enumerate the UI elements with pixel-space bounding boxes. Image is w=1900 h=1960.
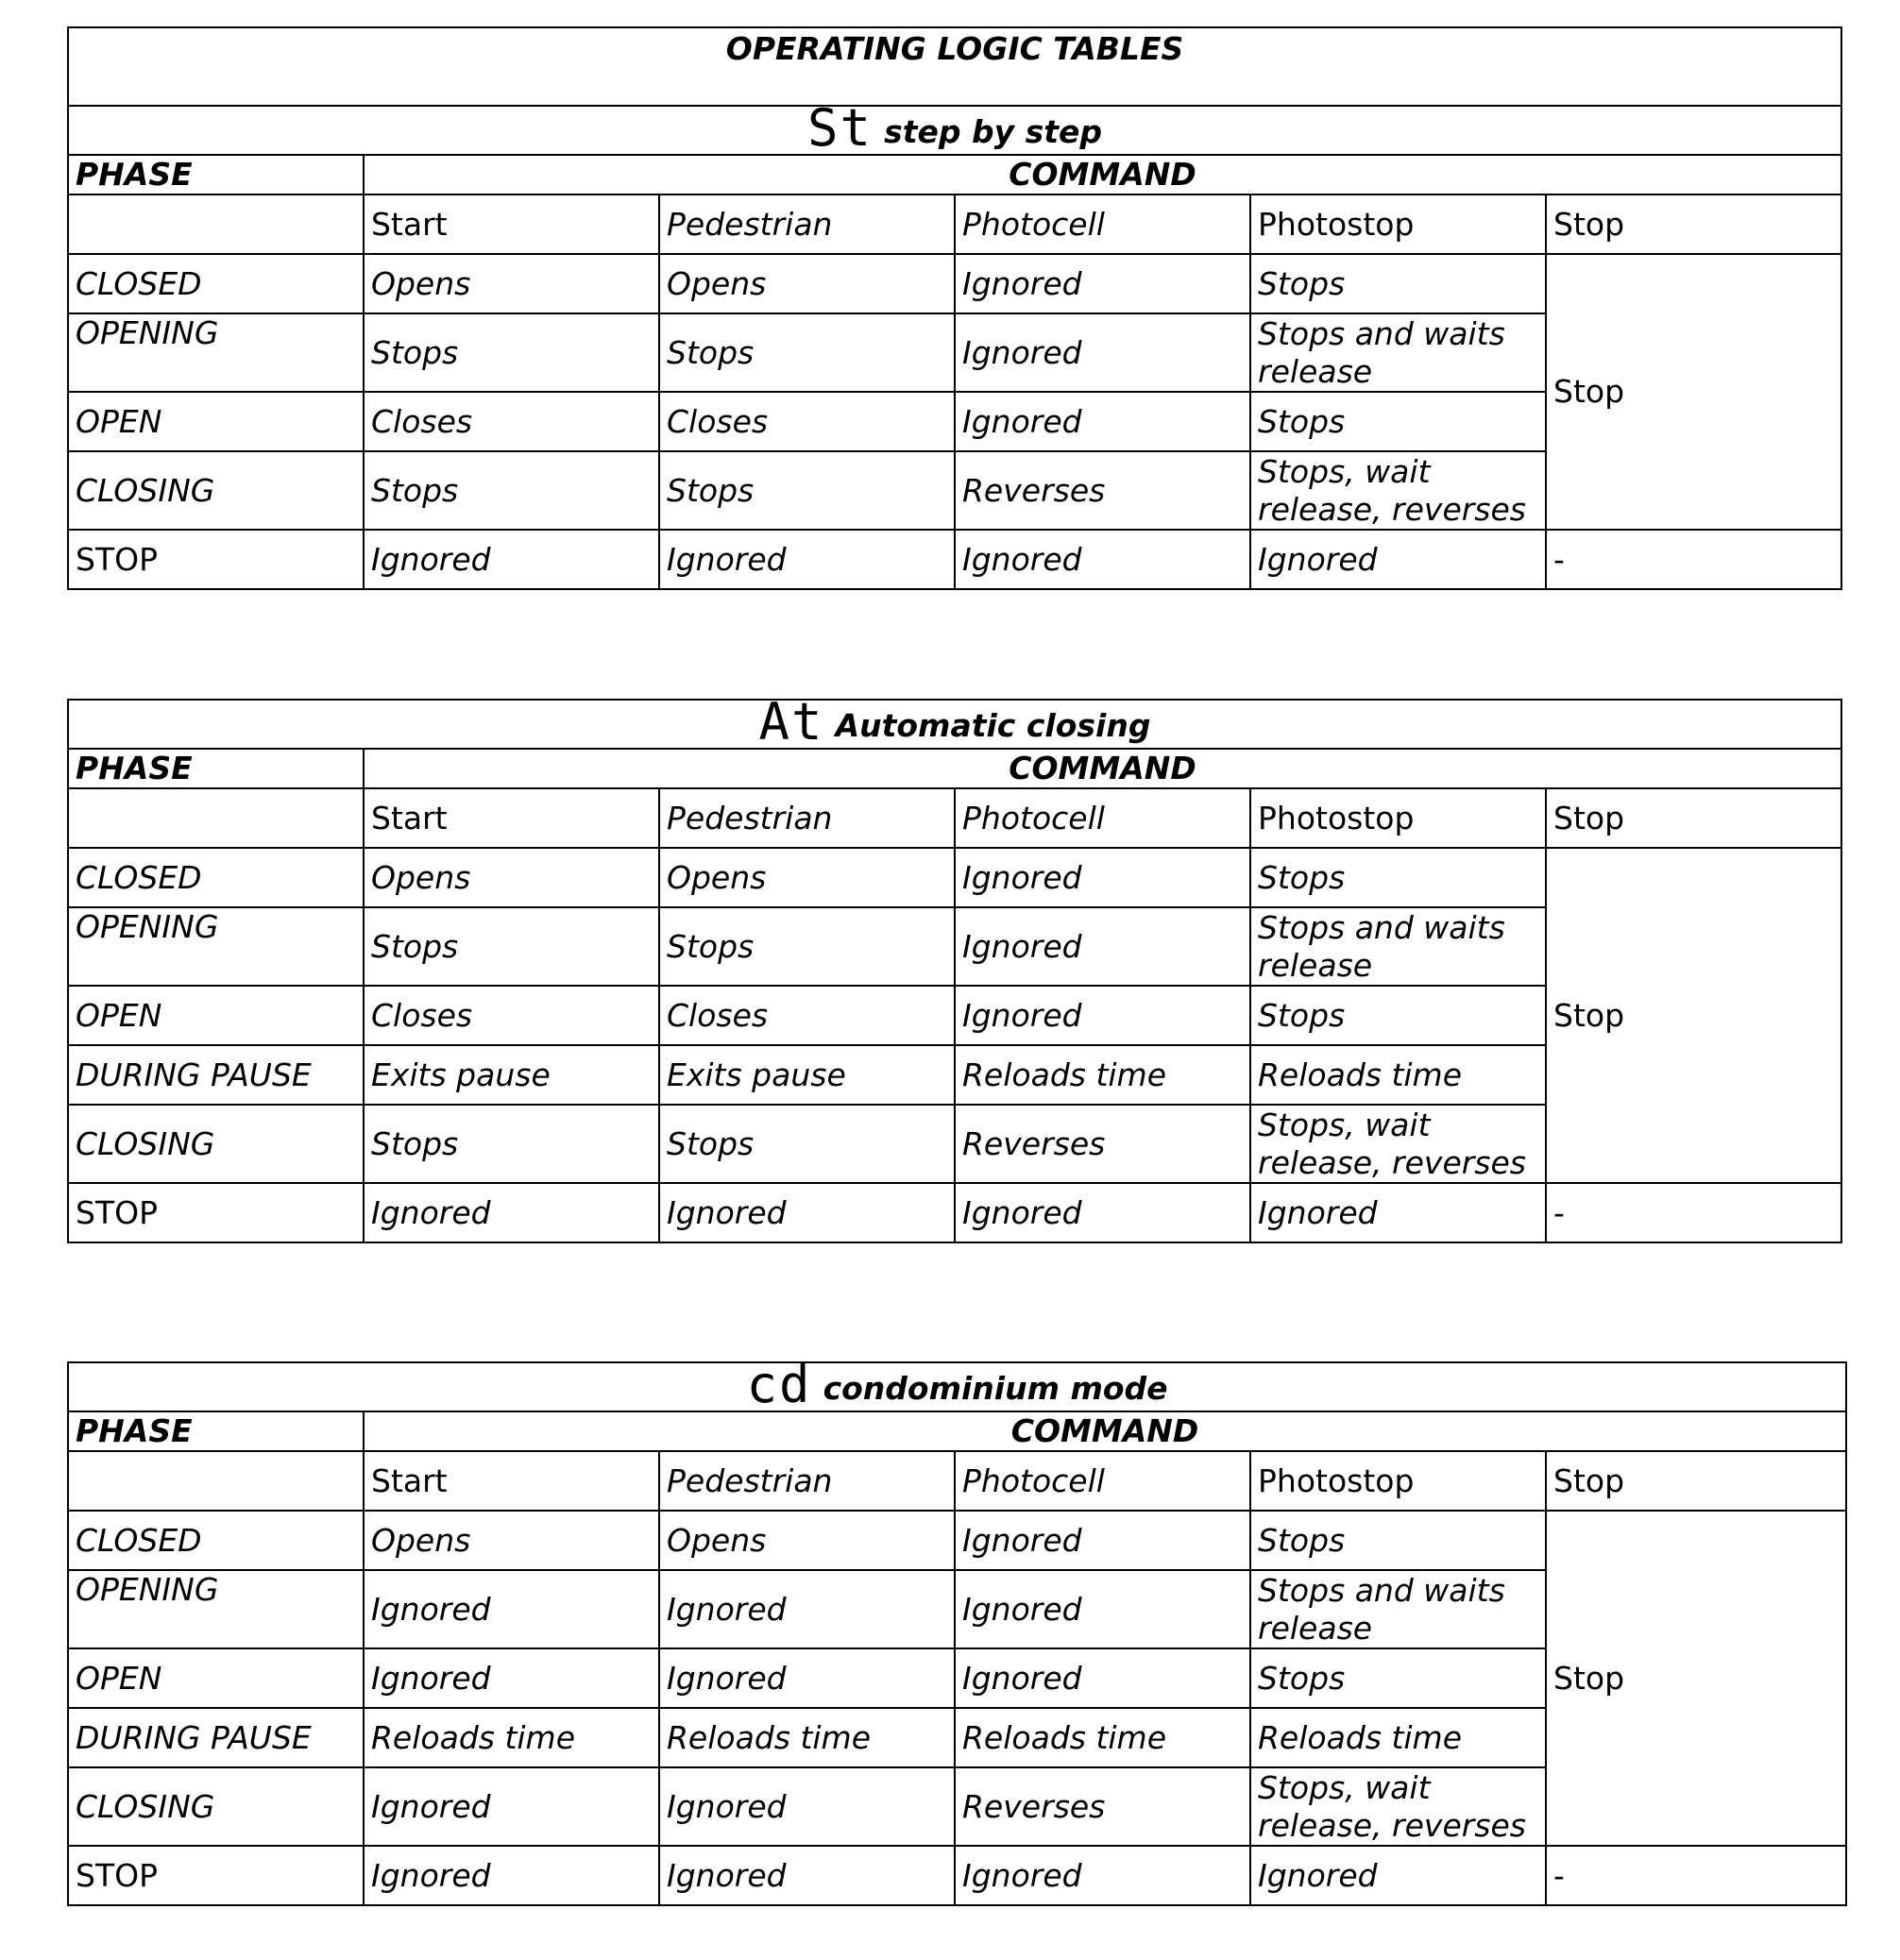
phase-cell: OPENING — [68, 907, 364, 986]
photocell-cell: Ignored — [955, 1183, 1250, 1242]
stop-merged-cell: Stop — [1546, 1511, 1846, 1846]
photostop-cell: Stops and waits release — [1250, 1570, 1546, 1648]
photocell-cell: Reverses — [955, 451, 1250, 530]
phase-cell: CLOSED — [68, 1511, 364, 1570]
pedestrian-cell: Stops — [659, 907, 955, 986]
pedestrian-cell: Ignored — [659, 1570, 955, 1648]
column-header-photocell: Photocell — [955, 1451, 1250, 1511]
table-row — [68, 254, 1841, 313]
phase-cell: STOP — [68, 1846, 364, 1905]
pedestrian-cell: Ignored — [659, 1648, 955, 1708]
start-cell: Ignored — [364, 1767, 659, 1846]
phase-header: PHASE — [68, 155, 364, 194]
pedestrian-cell: Exits pause — [659, 1045, 955, 1105]
photocell-cell: Ignored — [955, 986, 1250, 1045]
photocell-cell: Ignored — [955, 313, 1250, 392]
column-header-stop: Stop — [1546, 194, 1841, 254]
column-header-start: Start — [364, 1451, 659, 1511]
start-cell: Stops — [364, 907, 659, 986]
pedestrian-cell: Ignored — [659, 1183, 955, 1242]
start-cell: Ignored — [364, 1846, 659, 1905]
mode-heading — [68, 1362, 1846, 1411]
column-header-start: Start — [364, 194, 659, 254]
phase-cell: CLOSING — [68, 1105, 364, 1183]
start-cell: Ignored — [364, 1648, 659, 1708]
table-row — [68, 1846, 1846, 1905]
photostop-cell: Ignored — [1250, 1846, 1546, 1905]
photocell-cell: Ignored — [955, 392, 1250, 451]
mode-code: St — [807, 106, 874, 155]
column-header-pedestrian: Pedestrian — [659, 1451, 955, 1511]
phase-cell: OPEN — [68, 1648, 364, 1708]
column-header-photostop: Photostop — [1250, 788, 1546, 848]
photostop-cell: Stops — [1250, 986, 1546, 1045]
pedestrian-cell: Opens — [659, 848, 955, 907]
corner-cell — [68, 1451, 364, 1511]
pedestrian-cell: Ignored — [659, 530, 955, 589]
pedestrian-cell: Stops — [659, 313, 955, 392]
photostop-cell: Stops — [1250, 1511, 1546, 1570]
phase-cell: CLOSING — [68, 1767, 364, 1846]
stop-merged-cell: Stop — [1546, 848, 1841, 1183]
command-header: COMMAND — [364, 1411, 1846, 1451]
photocell-cell: Ignored — [955, 907, 1250, 986]
photostop-cell: Reloads time — [1250, 1045, 1546, 1105]
photocell-cell: Ignored — [955, 848, 1250, 907]
phase-cell: CLOSED — [68, 254, 364, 313]
table-row — [68, 848, 1841, 907]
photocell-cell: Reloads time — [955, 1045, 1250, 1105]
column-header-pedestrian: Pedestrian — [659, 194, 955, 254]
photostop-cell: Stops, wait release, reverses — [1250, 1767, 1546, 1846]
mode-heading — [68, 106, 1841, 155]
photostop-cell: Stops, wait release, reverses — [1250, 451, 1546, 530]
mode-code: At — [758, 700, 824, 749]
mode-code: cd — [746, 1362, 812, 1411]
start-cell: Ignored — [364, 530, 659, 589]
photocell-cell: Ignored — [955, 254, 1250, 313]
start-cell: Ignored — [364, 1570, 659, 1648]
start-cell: Opens — [364, 254, 659, 313]
photostop-cell: Stops — [1250, 848, 1546, 907]
photostop-cell: Ignored — [1250, 1183, 1546, 1242]
pedestrian-cell: Reloads time — [659, 1708, 955, 1767]
phase-cell: STOP — [68, 530, 364, 589]
phase-cell: OPEN — [68, 392, 364, 451]
start-cell: Closes — [364, 986, 659, 1045]
stop-merged-cell: Stop — [1546, 254, 1841, 530]
photocell-cell: Reloads time — [955, 1708, 1250, 1767]
pedestrian-cell: Stops — [659, 1105, 955, 1183]
mode-label: Automatic closing — [835, 707, 1151, 744]
mode-heading — [68, 700, 1841, 749]
start-cell: Closes — [364, 392, 659, 451]
column-header-photostop: Photostop — [1250, 1451, 1546, 1511]
phase-cell: DURING PAUSE — [68, 1045, 364, 1105]
corner-cell — [68, 194, 364, 254]
phase-cell: OPENING — [68, 1570, 364, 1648]
pedestrian-cell: Stops — [659, 451, 955, 530]
photocell-cell: Ignored — [955, 1570, 1250, 1648]
start-cell: Exits pause — [364, 1045, 659, 1105]
start-cell: Stops — [364, 451, 659, 530]
column-header-stop: Stop — [1546, 788, 1841, 848]
photocell-cell: Reverses — [955, 1105, 1250, 1183]
photostop-cell: Ignored — [1250, 530, 1546, 589]
phase-header: PHASE — [68, 1411, 364, 1451]
photostop-cell: Stops and waits release — [1250, 907, 1546, 986]
pedestrian-cell: Ignored — [659, 1846, 955, 1905]
phase-cell: DURING PAUSE — [68, 1708, 364, 1767]
photocell-cell: Ignored — [955, 530, 1250, 589]
pedestrian-cell: Opens — [659, 1511, 955, 1570]
phase-cell: CLOSED — [68, 848, 364, 907]
start-cell: Stops — [364, 313, 659, 392]
photostop-cell: Stops, wait release, reverses — [1250, 1105, 1546, 1183]
mode-label: step by step — [884, 113, 1103, 150]
column-header-pedestrian: Pedestrian — [659, 788, 955, 848]
phase-cell: CLOSING — [68, 451, 364, 530]
pedestrian-cell: Closes — [659, 392, 955, 451]
table-row — [68, 1183, 1841, 1242]
pedestrian-cell: Opens — [659, 254, 955, 313]
photostop-cell: Stops — [1250, 254, 1546, 313]
column-header-photocell: Photocell — [955, 194, 1250, 254]
phase-cell: STOP — [68, 1183, 364, 1242]
logic-table-step-by-step — [67, 26, 1842, 590]
command-header: COMMAND — [364, 155, 1841, 194]
photocell-cell: Ignored — [955, 1648, 1250, 1708]
photocell-cell: Reverses — [955, 1767, 1250, 1846]
phase-cell: OPEN — [68, 986, 364, 1045]
start-cell: Stops — [364, 1105, 659, 1183]
start-cell: Reloads time — [364, 1708, 659, 1767]
pedestrian-cell: Ignored — [659, 1767, 955, 1846]
start-cell: Opens — [364, 848, 659, 907]
photostop-cell: Reloads time — [1250, 1708, 1546, 1767]
stop-cell: - — [1546, 1846, 1846, 1905]
photostop-cell: Stops — [1250, 1648, 1546, 1708]
photocell-cell: Ignored — [955, 1511, 1250, 1570]
logic-table-condominium-mode — [67, 1361, 1847, 1906]
photostop-cell: Stops — [1250, 392, 1546, 451]
start-cell: Ignored — [364, 1183, 659, 1242]
stop-cell: - — [1546, 1183, 1841, 1242]
stop-cell: - — [1546, 530, 1841, 589]
table-row — [68, 530, 1841, 589]
column-header-start: Start — [364, 788, 659, 848]
logic-table-automatic-closing — [67, 699, 1842, 1243]
document-title: OPERATING LOGIC TABLES — [68, 27, 1841, 106]
column-header-stop: Stop — [1546, 1451, 1846, 1511]
photostop-cell: Stops and waits release — [1250, 313, 1546, 392]
photocell-cell: Ignored — [955, 1846, 1250, 1905]
pedestrian-cell: Closes — [659, 986, 955, 1045]
start-cell: Opens — [364, 1511, 659, 1570]
command-header: COMMAND — [364, 749, 1841, 788]
corner-cell — [68, 788, 364, 848]
column-header-photocell: Photocell — [955, 788, 1250, 848]
phase-cell: OPENING — [68, 313, 364, 392]
table-row — [68, 1511, 1846, 1570]
column-header-photostop: Photostop — [1250, 194, 1546, 254]
phase-header: PHASE — [68, 749, 364, 788]
mode-label: condominium mode — [823, 1370, 1168, 1407]
